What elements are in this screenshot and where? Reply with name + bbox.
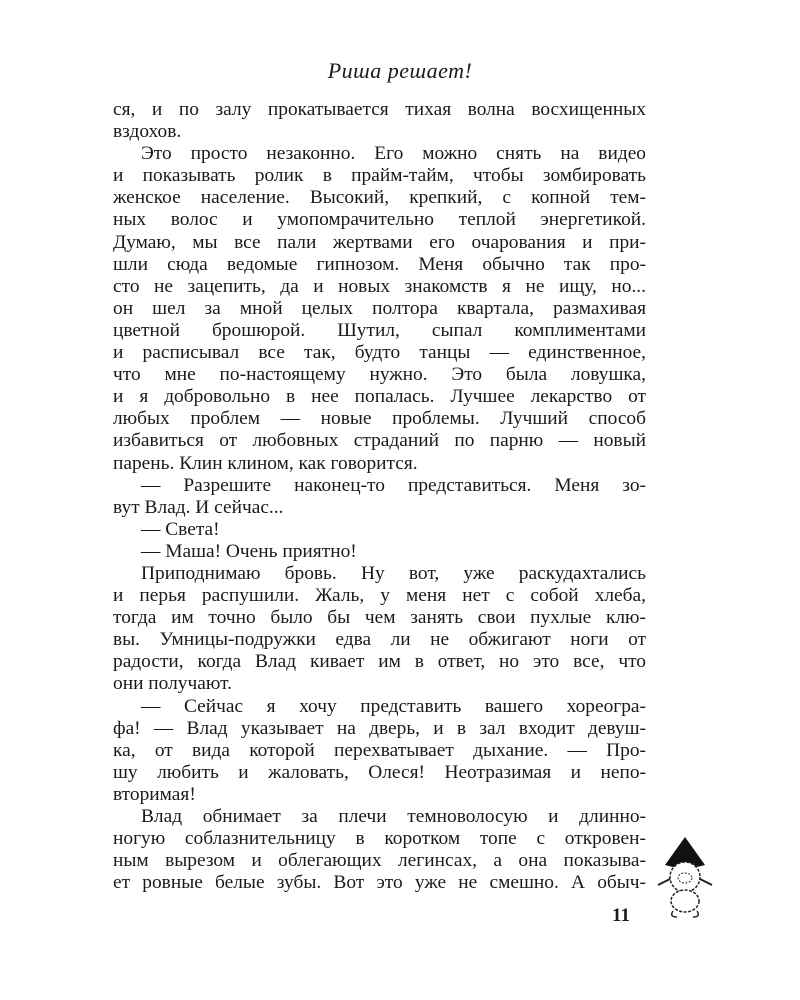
text-line: сто не зацепить, да и новых знакомств я не ищу, но...: [113, 275, 646, 297]
text-line: Приподнимаю бровь. Ну вот, уже раскудахтались: [141, 562, 646, 584]
text-line: ных волос и умопомрачительно теплой энергетикой.: [113, 209, 646, 231]
text-line: — Сейчас я хочу представить вашего хореогра-: [141, 695, 646, 717]
text-line: и перья распушили. Жаль, у меня нет с собой хлеба,: [113, 585, 646, 607]
text-line: вздохов.: [113, 121, 182, 143]
page-number: 11: [612, 905, 630, 926]
text-line: и показывать ролик в прайм-тайм, чтобы зомбировать: [113, 165, 646, 187]
text-line: и я добровольно в нее попалась. Лучшее лекарство от: [113, 386, 646, 408]
text-line: радости, когда Влад кивает им в ответ, но это все, что: [113, 651, 646, 673]
text-line: Думаю, мы все пали жертвами его очарования и при-: [113, 231, 646, 253]
text-line: избавиться от любовных страданий по парню — новый: [113, 430, 646, 452]
text-line: цветной брошюрой. Шутил, сыпал комплиментами: [113, 319, 646, 341]
text-line: ным вырезом и облегающих легинсах, а она показыва-: [113, 850, 646, 872]
text-line: — Света!: [141, 518, 220, 540]
text-line: вы. Умницы-подружки едва ли не обжигают ноги от: [113, 629, 646, 651]
text-line: Влад обнимает за плечи темноволосую и длинно-: [141, 806, 646, 827]
text-line: фа! — Влад указывает на дверь, и в зал входит девуш-: [113, 717, 646, 739]
text-line: любых проблем — новые проблемы. Лучший способ: [113, 408, 646, 430]
body-text: [113, 99, 646, 894]
running-header: Риша решает!: [327, 58, 473, 83]
text-line: он шел за мной целых полтора квартала, размахивая: [113, 297, 646, 319]
text-line: вторимая!: [113, 783, 196, 805]
text-line: Это просто незаконно. Его можно снять на видео: [141, 143, 646, 165]
text-line: что мне по-настоящему нужно. Это была ловушка,: [113, 364, 646, 386]
text-line: женское население. Высокий, крепкий, с копной тем-: [113, 187, 646, 209]
text-line: тогда им точно было бы чем занять свои пухлые клю-: [113, 607, 646, 629]
text-line: — Разрешите наконец-то представиться. Меня зо-: [141, 474, 646, 496]
text-line: вут Влад. И сейчас...: [113, 496, 284, 518]
text-line: ка, от вида которой перехватывает дыхание. — Про-: [113, 739, 646, 761]
text-line: шли сюда ведомые гипнозом. Меня обычно так про-: [113, 253, 646, 275]
text-line: парень. Клин клином, как говорится.: [113, 452, 418, 474]
text-line: ет ровные белые зубы. Вот это уже не смешно. А обыч-: [113, 872, 646, 894]
text-line: шу любить и жаловать, Олеся! Неотразимая и непо-: [113, 761, 646, 783]
text-line: они получают.: [113, 673, 232, 695]
text-line: — Маша! Очень приятно!: [141, 540, 357, 562]
text-line: ся, и по залу прокатывается тихая волна восхищенных: [113, 99, 646, 120]
text-line: ногую соблазнительницу в коротком топе с откровен-: [113, 828, 646, 850]
gnome-illustration-icon: [655, 835, 735, 925]
text-line: и расписывал все так, будто танцы — единственное,: [113, 342, 646, 364]
